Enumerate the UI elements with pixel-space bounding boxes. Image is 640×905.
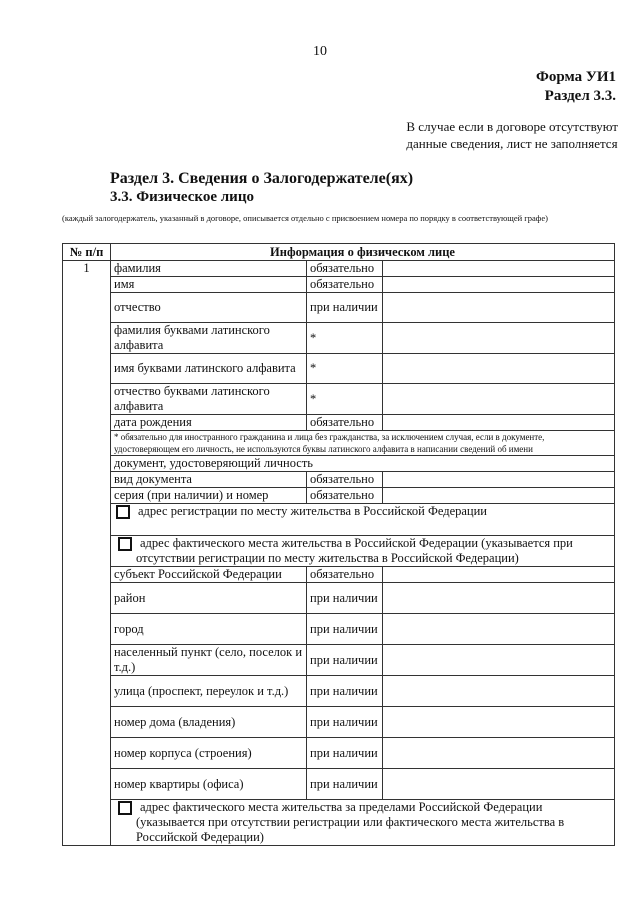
field-value-patronymic[interactable] [383,293,615,323]
field-value-birthdate[interactable] [383,415,615,431]
form-section: Раздел 3.3. [544,88,616,104]
latin-footnote: * обязательно для иностранного гражданина и лица без гражданства, за исключением случая, если в документе, удостоверяющем его личность, не используются буквы латинского алфавита в написании сведений об имени [111,431,615,456]
field-req: при наличии [307,645,383,676]
header-info: Информация о физическом лице [111,244,615,261]
fill-note [406,118,618,152]
field-label: субъект Российской Федерации [111,567,307,583]
field-req: при наличии [307,707,383,738]
field-label: номер дома (владения) [111,707,307,738]
field-value-house[interactable] [383,707,615,738]
field-req: при наличии [307,583,383,614]
field-label: улица (проспект, переулок и т.д.) [111,676,307,707]
field-label: номер квартиры (офиса) [111,769,307,800]
address-option-actual-rf[interactable] [111,536,615,567]
fill-note-line-2: данные сведения, лист не заполняется [406,136,618,151]
field-value-building[interactable] [383,738,615,769]
field-label: город [111,614,307,645]
field-req: обязательно [307,472,383,488]
field-req: * [307,384,383,415]
id-document-title: документ, удостоверяющий личность [111,456,615,472]
field-value-surname[interactable] [383,261,615,277]
header-num: № п/п [63,244,111,261]
address-option-abroad[interactable] [111,800,615,846]
subsection-title: 3.3. Физическое лицо [110,189,254,205]
field-req: обязательно [307,415,383,431]
field-value-region[interactable] [383,567,615,583]
field-value-patronymic-latin[interactable] [383,384,615,415]
field-value-doc-number[interactable] [383,488,615,504]
address-option-label: адрес регистрации по месту жительства в Российской Федерации [138,504,487,518]
field-value-settlement[interactable] [383,645,615,676]
field-req: при наличии [307,738,383,769]
field-req: при наличии [307,614,383,645]
field-req: * [307,323,383,354]
form-title-block [536,68,616,106]
field-label: район [111,583,307,614]
field-value-surname-latin[interactable] [383,323,615,354]
field-req: при наличии [307,769,383,800]
fill-note-line-1: В случае если в договоре отсутствуют [406,119,618,134]
page-number: 10 [313,44,327,59]
field-req: обязательно [307,261,383,277]
field-value-district[interactable] [383,583,615,614]
field-label: вид документа [111,472,307,488]
form-name: Форма УИ1 [535,69,616,85]
field-req: обязательно [307,567,383,583]
field-label: номер корпуса (строения) [111,738,307,769]
field-label: дата рождения [111,415,307,431]
person-info-table [62,243,615,846]
checkbox[interactable] [118,801,132,815]
field-req: * [307,354,383,384]
field-value-street[interactable] [383,676,615,707]
address-option-label: адрес фактического места жительства за пределами Российской Федерации (указывается при отсутствии регистрации или фактического места жительства в Российской Федерации) [136,800,565,845]
field-req: обязательно [307,277,383,293]
field-value-name[interactable] [383,277,615,293]
field-label: отчество [111,293,307,323]
field-req: при наличии [307,293,383,323]
field-label: имя [111,277,307,293]
section-title: Раздел 3. Сведения о Залогодержателе(ях) [110,170,414,187]
field-label: населенный пункт (село, поселок и т.д.) [111,645,307,676]
checkbox[interactable] [116,505,130,519]
field-req: обязательно [307,488,383,504]
field-value-city[interactable] [383,614,615,645]
row-number: 1 [63,261,111,846]
instruction-text: (каждый залогодержатель, указанный в договоре, описывается отдельно с присвоением номера по порядку в соответствующей графе) [62,213,548,223]
checkbox[interactable] [118,537,132,551]
field-label: фамилия [111,261,307,277]
field-value-name-latin[interactable] [383,354,615,384]
address-option-label: адрес фактического места жительства в Российской Федерации (указывается при отсутствии регистрации по месту жительства в Российской Федерации) [136,536,573,566]
address-option-registration[interactable] [111,504,615,536]
field-label: имя буквами латинского алфавита [111,354,307,384]
field-label: серия (при наличии) и номер [111,488,307,504]
field-value-doc-type[interactable] [383,472,615,488]
field-label: фамилия буквами латинского алфавита [111,323,307,354]
field-req: при наличии [307,676,383,707]
field-label: отчество буквами латинского алфавита [111,384,307,415]
field-value-apartment[interactable] [383,769,615,800]
